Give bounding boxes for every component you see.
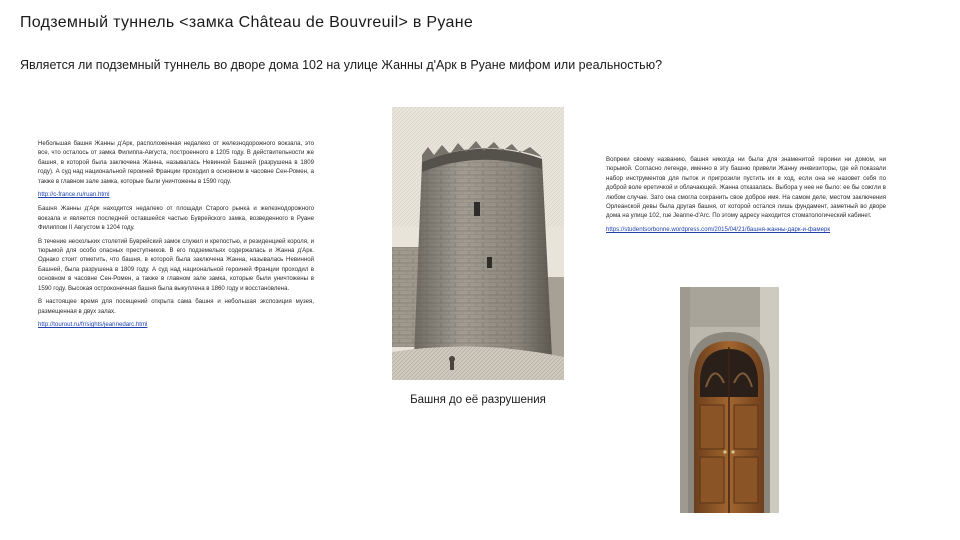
tower-engraving-image [392, 107, 564, 380]
left-paragraph-2: Башня Жанны д'Арк находится недалеко от площади Старого рынка и железнодорожного вокзала и является последней оставшейся частью Буврейского замка, возведенного в Руане Филиппом II Августом в 1204 году. [38, 205, 314, 232]
left-link-2[interactable]: http://tourout.ru/fr/sights/jeannedarc.html [38, 320, 148, 328]
left-paragraph-1: Небольшая башня Жанны д'Арк, расположенная недалеко от железнодорожного вокзала, это все, что осталось от замка Филиппа-Августа, построенного в 1205 году. В действительности же башня, в которой была заключена Жанна, называлась Невинной Башней (разрушена в 1809 году). А суд над национальной героиней Франции проходил в основном в часовне Сен-Ромен, а также в главном зале замка, которые были уничтожены в 1590 году. [38, 140, 314, 185]
right-link[interactable]: https://studentsorbonne.wordpress.com/2015/04/21/башня-жанны-дарк-и-фамерк [606, 225, 831, 233]
left-paragraph-3: В течение нескольких столетий Буврейский замок служил и крепостью, и резиденцией короля, и тюрьмой для особо опасных преступников. В его подземельях содержалась и Жанна д'Арк. Однако стоит отметить, что башня, в которой была заключена Жанна, называлась Невинной Башней, была разрушена в 1809 году. А суд над национальной героиней Франции проходил в основном в часовне Сен-Ромен, а также в главном зале замка, которые были уничтожены в 1590 году. Высокая остроконечная башня была выкуплена в 1860 году и восстановлена. [38, 237, 314, 292]
left-link-1[interactable]: http://c-france.ru/ruan.html [38, 191, 110, 199]
right-text-column [606, 155, 886, 234]
page-subtitle: Является ли подземный туннель во дворе дома 102 на улице Жанны д'Арк в Руане мифом или реальностью? [20, 58, 663, 72]
right-paragraph-1: Вопреки своему названию, башня никогда ни была для знаменитой героини ни домом, ни тюрьмой. Согласно легенде, именно в эту башню привели Жанну инквизиторы, где ей показали набор инструментов для пыток и пригрозили пустить их в ход, если она не назовет себя по доброй воле еретичкой и облачающей. Жанна отказалась. Выбора у нее не было: ее бы сожгли в любом случае. Зато она смогла сохранить свое доброе имя. На самом деле, местом заключения Орлеанской девы была другая башня, от которой остался лишь фундамент, заметный во дворе дома на улице 102, rue Jeanne-d'Arc. По этому адресу находится стоматологический кабинет. [606, 156, 886, 220]
tower-engraving-drawing [392, 107, 564, 380]
left-paragraph-4: В настоящее время для посещений открыта сама башня и небольшая экспозиция музея, размещенная в двух залах. [38, 298, 314, 315]
left-text-column [38, 139, 314, 329]
tower-image-caption: Башня до её разрушения [410, 394, 546, 406]
door-photo-drawing [680, 287, 779, 513]
door-photo-image [680, 287, 779, 513]
page-title: Подземный туннель <замка Château de Bouvreuil> в Руане [20, 14, 474, 31]
